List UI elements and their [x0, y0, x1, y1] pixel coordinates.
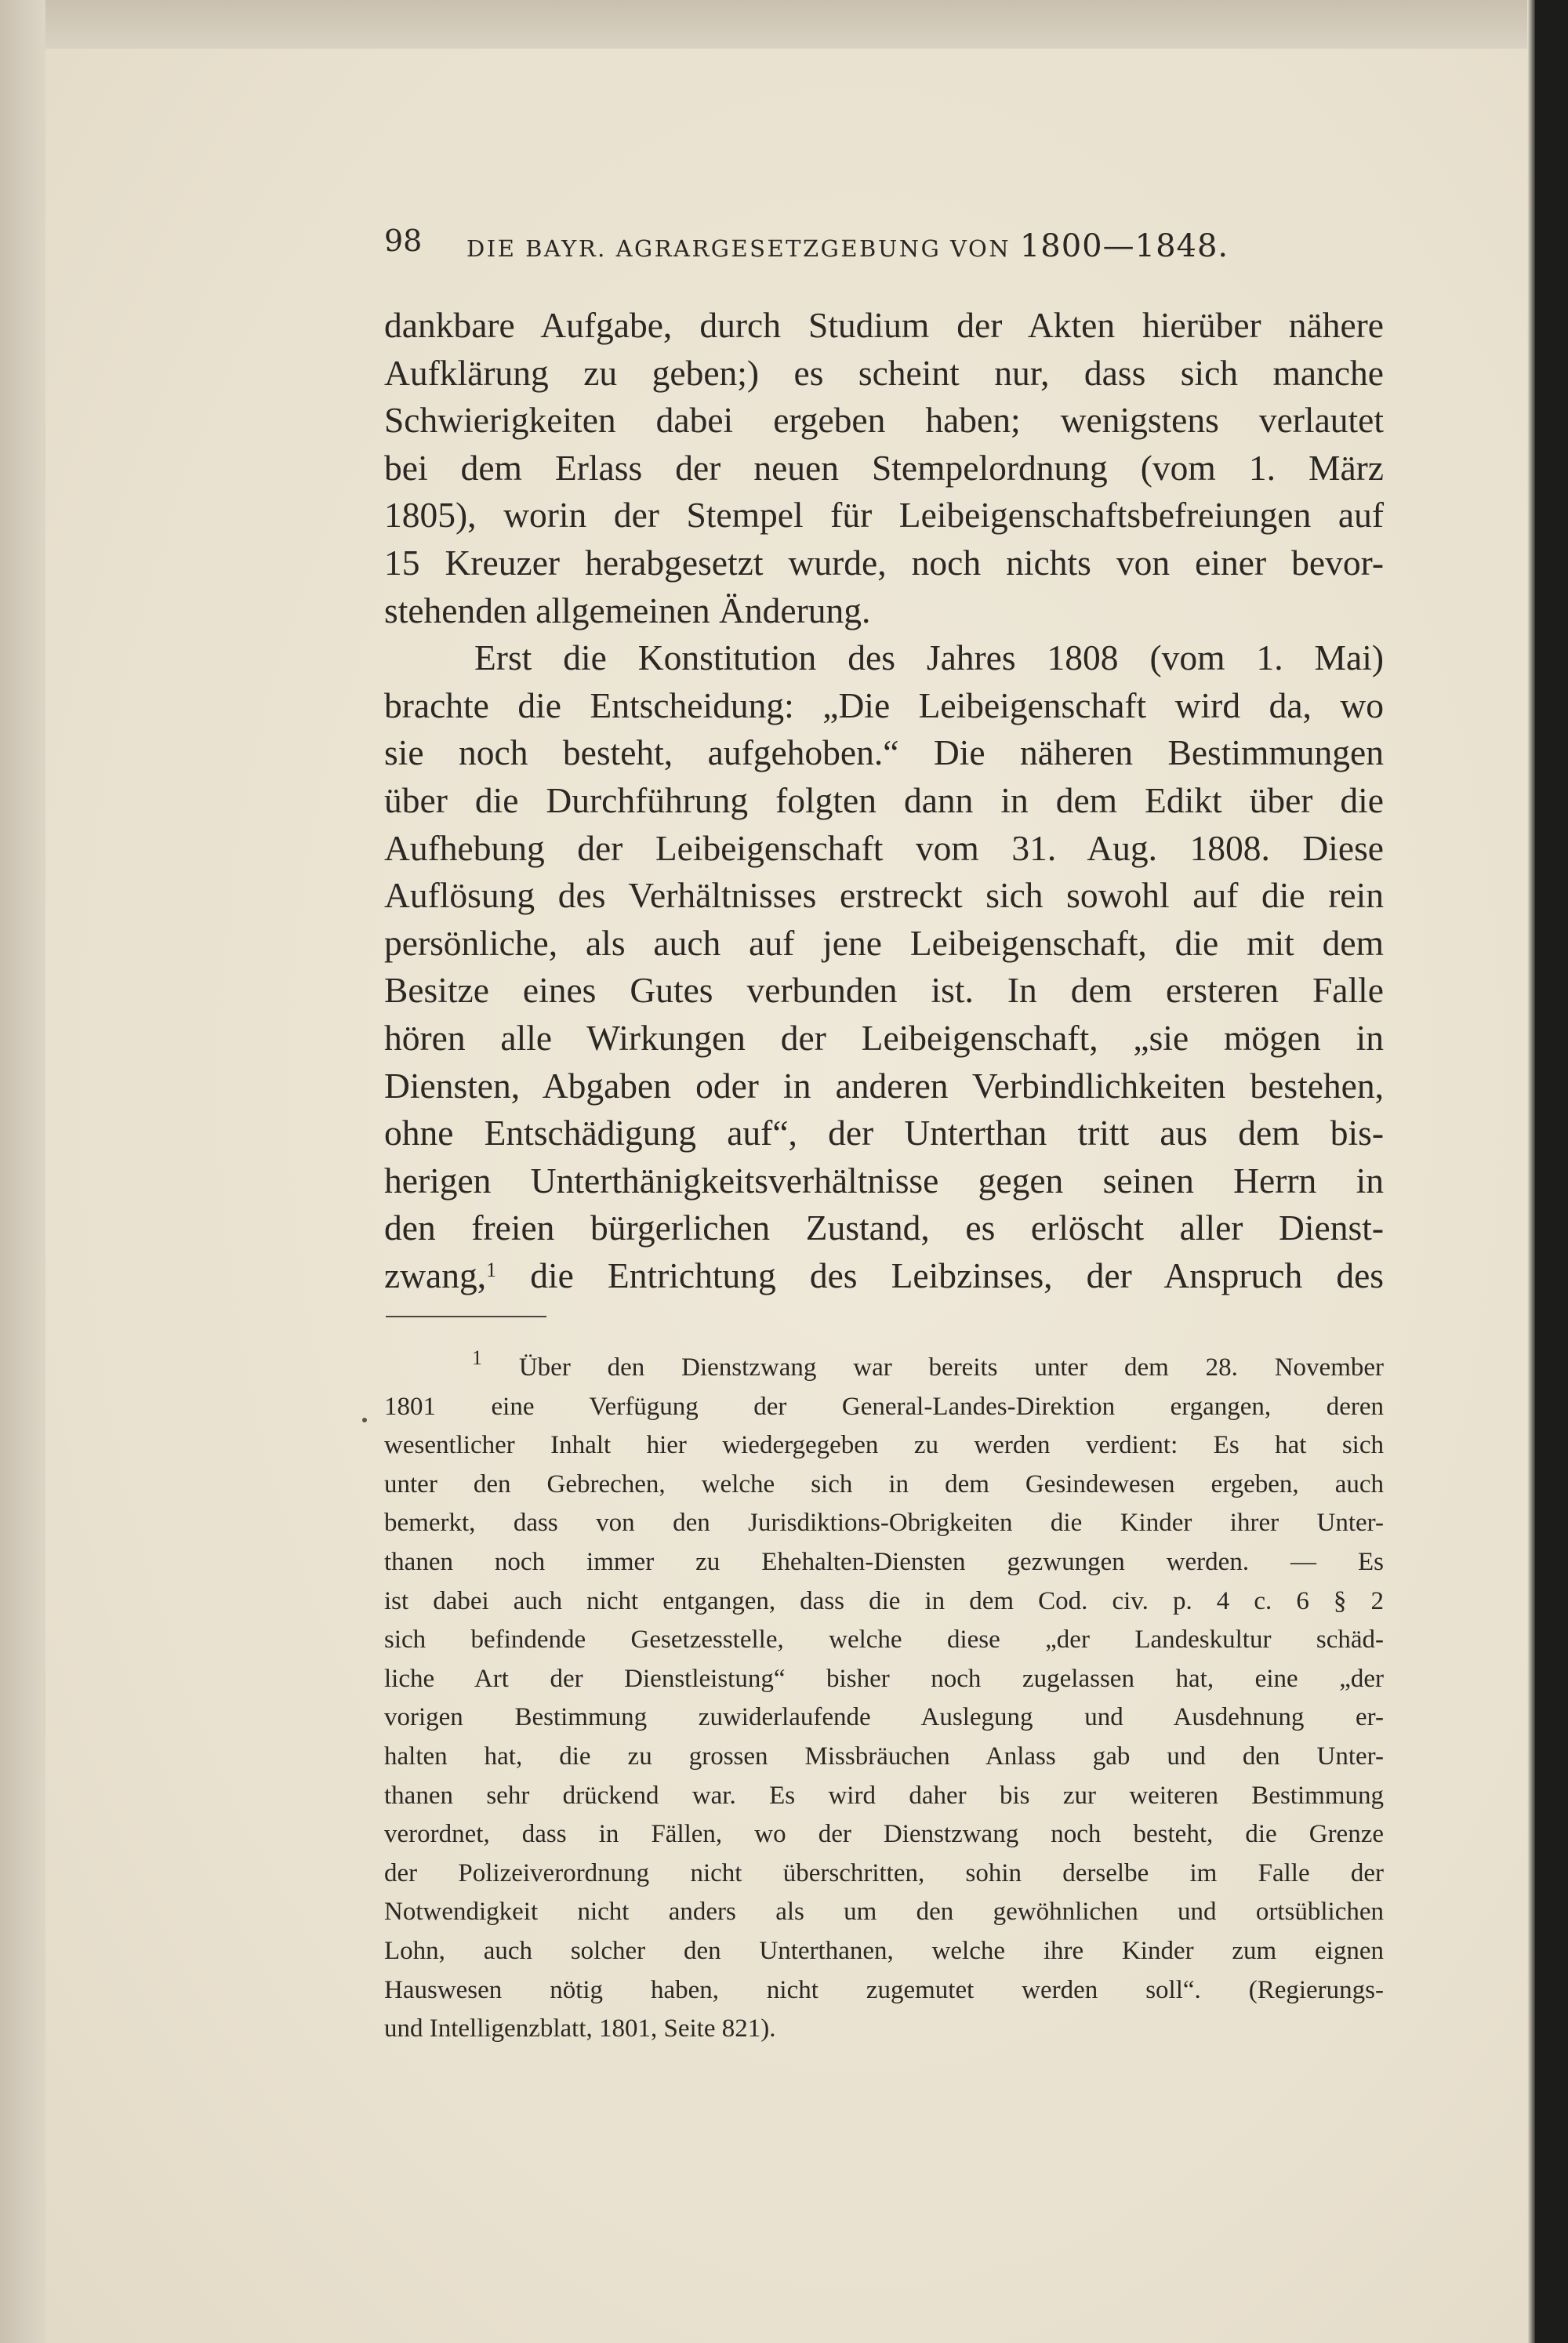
footnote-reference: 1: [486, 1258, 497, 1281]
running-title-text: DIE BAYR. AGRARGESETZGEBUNG VON: [466, 235, 1011, 262]
footnote: [384, 1346, 1385, 2049]
text-line: bei dem Erlass der neuen Stempelordnung (vom 1. März: [384, 447, 1384, 488]
text-line: hören alle Wirkungen der Leibeigenschaft, „sie mögen in: [384, 1017, 1384, 1058]
running-title-years: 1800—1848.: [1019, 228, 1229, 264]
text-line: Erst die Konstitution des Jahres 1808 (vom 1. Mai): [474, 638, 1384, 678]
text-line: stehenden allgemeinen Änderung.: [384, 590, 871, 630]
text-line: über die Durchführung folgten dann in dem Edikt über die: [384, 779, 1384, 820]
footnote-line: bemerkt, dass von den Jurisdiktions-Obrigkeiten die Kinder ihrer Unter-: [384, 1509, 1384, 1538]
text-line: Besitze eines Gutes verbunden ist. In dem ersteren Falle: [384, 970, 1384, 1011]
footnote-line: und Intelligenzblatt, 1801, Seite 821).: [384, 2014, 776, 2043]
footnote-line: wesentlicher Inhalt hier wiedergegeben zu werden verdient: Es hat sich: [384, 1431, 1384, 1460]
text-line-with-footnote-ref: [384, 1252, 1384, 1300]
footnote-line: verordnet, dass in Fällen, wo der Dienstzwang noch besteht, die Grenze: [384, 1820, 1384, 1849]
footnote-line: liche Art der Dienstleistung“ bisher noch zugelassen hat, eine „der: [384, 1664, 1384, 1693]
footnote-line: Notwendigkeit nicht anders als um den gewöhnlichen und ortsüblichen: [384, 1898, 1384, 1927]
text-fragment: die Entrichtung des Leibzinses, der Anspruch des: [530, 1255, 1385, 1295]
footnote-line: [384, 1346, 1385, 1388]
footnote-line: unter den Gebrechen, welche sich in dem Gesindewesen ergeben, auch: [384, 1469, 1384, 1498]
text-line: Auflösung des Verhältnisses erstreckt sich sowohl auf die rein: [384, 875, 1384, 916]
footnote-line: thanen noch immer zu Ehehalten-Diensten gezwungen werden. — Es: [384, 1547, 1384, 1576]
main-text: [384, 302, 1384, 1299]
text-line: Aufhebung der Leibeigenschaft vom 31. Aug. 1808. Diese: [384, 827, 1384, 868]
text-line: Schwierigkeiten dabei ergeben haben; wenigstens verlautet: [384, 400, 1384, 441]
footnote-line: thanen sehr drückend war. Es wird daher bis zur weiteren Bestimmung: [384, 1781, 1384, 1810]
page-number: 98: [384, 223, 423, 258]
footnote-line: 1801 eine Verfügung der General-Landes-Direktion ergangen, deren: [384, 1392, 1384, 1421]
footnote-marker: 1: [472, 1346, 482, 1369]
text-line: ohne Entschädigung auf“, der Unterthan tritt aus dem bis-: [384, 1113, 1384, 1153]
running-title: [466, 228, 1229, 264]
footnote-text: Über den Dienstzwang war bereits unter dem 28. November: [518, 1353, 1385, 1382]
footnote-line: ist dabei auch nicht entgangen, dass die in dem Cod. civ. p. 4 c. 6 § 2: [384, 1586, 1384, 1615]
text-line: den freien bürgerlichen Zustand, es erlöscht aller Dienst-: [384, 1208, 1384, 1248]
text-line: Diensten, Abgaben oder in anderen Verbindlichkeiten bestehen,: [384, 1065, 1384, 1106]
text-line: dankbare Aufgabe, durch Studium der Akten hierüber nähere: [384, 305, 1384, 345]
text-line: 1805), worin der Stempel für Leibeigenschaftsbefreiungen auf: [384, 495, 1384, 536]
text-fragment: zwang,: [384, 1255, 487, 1295]
footnote-line: Lohn, auch solcher den Unterthanen, welche ihre Kinder zum eignen: [384, 1936, 1384, 1965]
footnote-line: vorigen Bestimmung zuwiderlaufende Auslegung und Ausdehnung er-: [384, 1703, 1384, 1732]
footnote-line: sich befindende Gesetzesstelle, welche diese „der Landeskultur schäd-: [384, 1626, 1384, 1655]
scan-background-top: [0, 0, 1527, 49]
footnote-line: halten hat, die zu grossen Missbräuchen Anlass gab und den Unter-: [384, 1742, 1384, 1771]
scan-background-left: [0, 0, 45, 2343]
footnote-separator: [386, 1316, 546, 1317]
footnote-line: Hauswesen nötig haben, nicht zugemutet werden soll“. (Regierungs-: [384, 1975, 1384, 2004]
footnote-line: der Polizeiverordnung nicht überschritten, sohin derselbe im Falle der: [384, 1858, 1384, 1887]
text-line: brachte die Entscheidung: „Die Leibeigenschaft wird da, wo: [384, 685, 1384, 725]
margin-speck: [362, 1418, 367, 1422]
text-line: persönliche, als auch auf jene Leibeigenschaft, die mit dem: [384, 922, 1384, 963]
text-line: herigen Unterthänigkeitsverhältnisse gegen seinen Herrn in: [384, 1160, 1384, 1201]
text-line: 15 Kreuzer herabgesetzt wurde, noch nichts von einer bevor-: [384, 542, 1384, 583]
text-line: Aufklärung zu geben;) es scheint nur, dass sich manche: [384, 352, 1384, 393]
scan-background-right: [1527, 0, 1568, 2343]
text-line: sie noch besteht, aufgehoben.“ Die näheren Bestimmungen: [384, 732, 1384, 773]
